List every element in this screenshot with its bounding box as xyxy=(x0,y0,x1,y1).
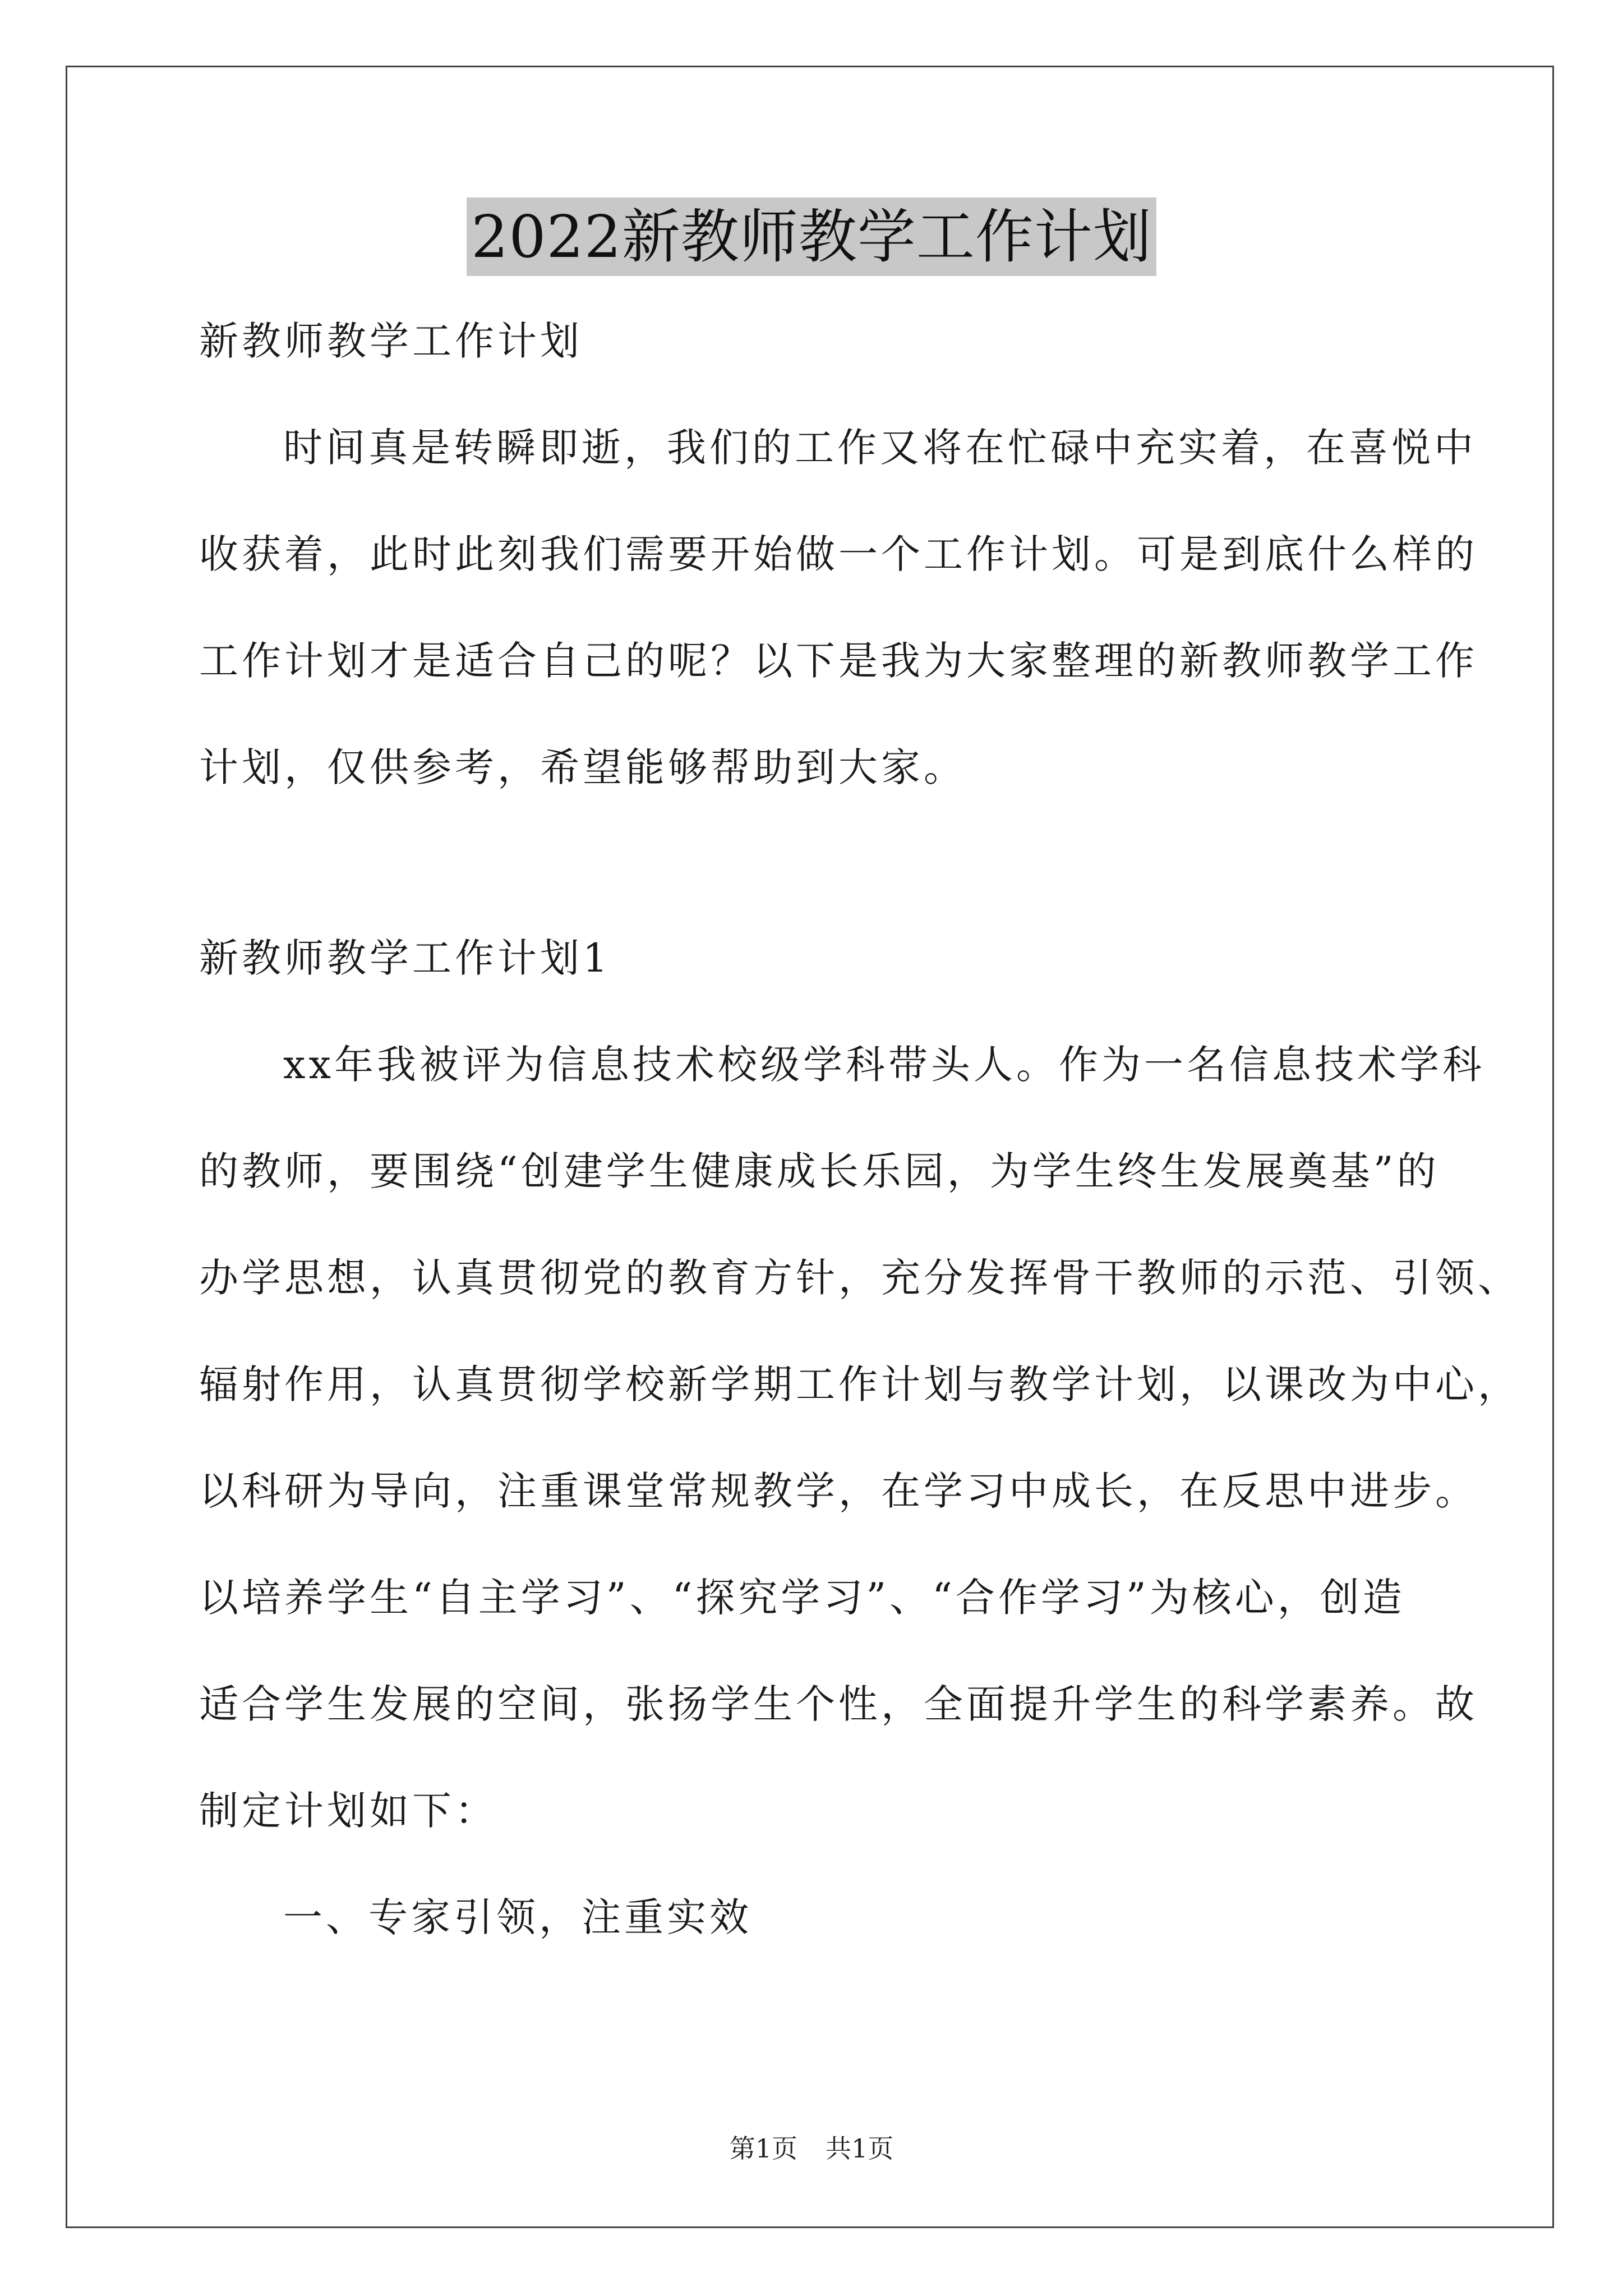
paragraph-line: 计划，仅供参考，希望能够帮助到大家。 xyxy=(199,744,966,790)
paragraph-line: 以培养学生“自主学习”、“探究学习”、“合作学习”为核心，创造 xyxy=(199,1575,1405,1621)
paragraph-line: 收获着，此时此刻我们需要开始做一个工作计划。可是到底什么样的 xyxy=(199,531,1478,577)
paragraph-line: 办学思想，认真贯彻党的教育方针，充分发挥骨干教师的示范、引领、 xyxy=(199,1255,1520,1301)
document-title: 2022新教师教学工作计划 xyxy=(467,197,1156,276)
document-body xyxy=(199,302,1520,1985)
paragraph-line: 工作计划才是适合自己的呢？以下是我为大家整理的新教师教学工作 xyxy=(199,638,1478,684)
page-footer xyxy=(0,2132,1623,2165)
paragraph-line: 适合学生发展的空间，张扬学生个性，全面提升学生的科学素养。故 xyxy=(199,1681,1478,1727)
subheading: 一、专家引领，注重实效 xyxy=(283,1894,752,1940)
paragraph-line: 时间真是转瞬即逝，我们的工作又将在忙碌中充实着，在喜悦中 xyxy=(283,425,1477,471)
paragraph-line: xx年我被评为信息技术校级学科带头人。作为一名信息技术学科 xyxy=(283,1042,1485,1088)
paragraph-line: 辐射作用，认真贯彻学校新学期工作计划与教学计划，以课改为中心， xyxy=(199,1361,1520,1407)
paragraph-line: 的教师，要围绕“创建学生健康成长乐园，为学生终生发展奠基”的 xyxy=(199,1148,1440,1194)
page-number-total: 共1页 xyxy=(826,2133,894,2164)
document-subtitle: 新教师教学工作计划 xyxy=(199,318,583,364)
page-number-current: 第1页 xyxy=(729,2133,797,2164)
section-spacer xyxy=(199,835,1433,919)
paragraph-line: 以科研为导向，注重课堂常规教学，在学习中成长，在反思中进步。 xyxy=(199,1468,1478,1514)
section-heading: 新教师教学工作计划1 xyxy=(199,935,611,981)
paragraph-line: 制定计划如下： xyxy=(199,1788,497,1834)
title-container xyxy=(0,197,1623,276)
